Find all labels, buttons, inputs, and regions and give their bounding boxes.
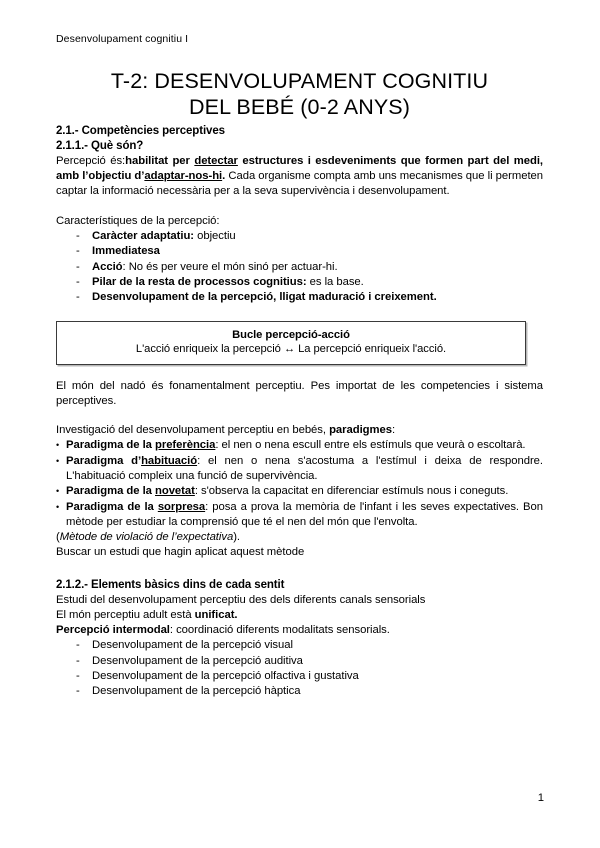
definition-lead: Percepció és: [56,155,126,167]
paradigms-intro-text: Investigació del desenvolupament perceptiu en bebés, [56,424,330,437]
list-item [56,454,543,485]
definition-rest: Cada organisme compta amb uns mecanismes que li permeten captar la informació necessària per a la seva supervivència i desenvolupament. [56,170,544,198]
paradigm-description: : el nen o nena escull entre els estímuls que veurà o escoltarà. [215,439,526,452]
elements-line-2-text: El món perceptiu adult està [56,608,195,621]
paradigm-label: Paradigma de la [66,500,158,513]
list-item: - Desenvolupament de la percepció hàptica [56,684,543,699]
spacer [56,409,543,423]
heading-section-2-1: 2.1.- Competències perceptives [56,125,225,137]
title-line-1: T-2: DESENVOLUPAMENT COGNITIU [110,69,489,93]
characteristic-term: Acció [92,260,123,273]
elements-line-2-bold: unificat. [194,608,238,621]
list-item [56,290,543,305]
spacer [56,365,543,379]
paradigms-list [56,438,543,530]
paradigms-intro-tail: : [391,424,396,437]
characteristic-term: Caràcter adaptatiu: [92,229,195,242]
paradigm-description: : s'observa la capacitat en diferenciar estímuls nous i coneguts. [194,485,509,498]
characteristic-term: Desenvolupament de la percepció, lligat maduració i creixement. [92,291,437,304]
method-note-close: ). [233,531,240,544]
list-item [56,229,543,244]
paradigm-label: Paradigma de la [66,485,155,498]
intermodal-term: Percepció intermodal [56,624,170,637]
list-item [56,484,543,499]
heading-section-2-1-2: 2.1.2.- Elements bàsics dins de cada sentit [56,578,285,591]
running-header: Desenvolupament cognitiu I [56,33,189,45]
heading-section-2-1-1: 2.1.1.- Què són? [56,140,144,152]
paradigm-keyword: preferència [155,439,216,452]
elements-line-2 [56,608,543,623]
intermodal-detail: : coordinació diferents modalitats sensorials. [169,624,390,637]
paradigm-description: : posa a prova la memòria de l'infant i les seves expectatives. Bon mètode per estudiar la comprensió que té el nen del món que l'envolta. [66,500,543,528]
paradigm-keyword: sorpresa [157,500,206,513]
elements-line-1: Estudi del desenvolupament perceptiu des dels diferents canals sensorials [56,593,426,606]
method-note-title: Mètode de violació de l’expectativa [59,531,234,544]
characteristic-term: Pilar de la resta de processos cognitius: [92,276,307,289]
list-item [56,275,543,290]
list-item: - Desenvolupament de la percepció auditiva [56,654,543,669]
paradigms-intro [56,423,543,438]
callout-title: Bucle percepció-acció [232,328,350,341]
method-note [56,530,543,545]
page-content [56,0,543,700]
list-item [56,260,543,275]
list-item: - Desenvolupament de la percepció visual [56,638,543,653]
paradigms-intro-bold: paradigmes [329,424,392,437]
spacer [56,200,543,214]
characteristic-detail: es la base. [306,276,364,289]
paradigm-label: Paradigma d’ [66,454,142,467]
definition-bold-c: . [222,170,226,183]
paradigm-keyword: novetat [155,485,195,498]
page-title [56,46,543,120]
list-item [56,244,543,259]
callout-body: L'acció enriqueix la percepció ↔ La percepció enriqueix l'acció. [135,342,447,355]
method-note-open: ( [56,531,60,544]
definition-underline-adaptar: adaptar-nos-hi [144,170,223,183]
definition-underline-detectar: detectar [194,155,238,167]
title-line-2: DEL BEBÉ (0-2 ANYS) [189,95,410,119]
characteristic-detail: : No és per veure el món sinó per actuar-hi. [122,260,338,273]
list-item [56,500,543,531]
characteristics-intro: Característiques de la percepció: [56,214,220,227]
characteristics-list [56,229,543,306]
definition-paragraph [56,154,543,200]
callout-box [56,321,526,365]
paradigm-keyword: habituació [141,454,198,467]
characteristic-term: Immediatesa [92,245,160,258]
list-item [56,438,543,453]
world-paragraph: El món del nadó és fonamentalment perceptiu. Pes importat de les competencies i sistema perceptives. [56,379,543,408]
characteristic-detail: objectiu [194,229,236,242]
search-study-line: Buscar un estudi que hagin aplicat aquest mètode [56,546,305,559]
sensory-channels-list [56,638,543,700]
definition-bold-b: estructures i esdeveniments que formen part del medi, amb l’objectiu d’ [56,155,544,183]
definition-bold-a: habilitat per [125,155,195,167]
paradigm-label: Paradigma de la [66,439,155,452]
paradigm-description: : el nen o nena s'acostuma a l'estímul i deixa de respondre. L'habituació compleix una funció de supervivència. [66,454,544,483]
list-item: - Desenvolupament de la percepció olfactiva i gustativa [56,669,543,684]
intermodal-line [56,623,543,638]
page-number: 1 [537,792,544,804]
